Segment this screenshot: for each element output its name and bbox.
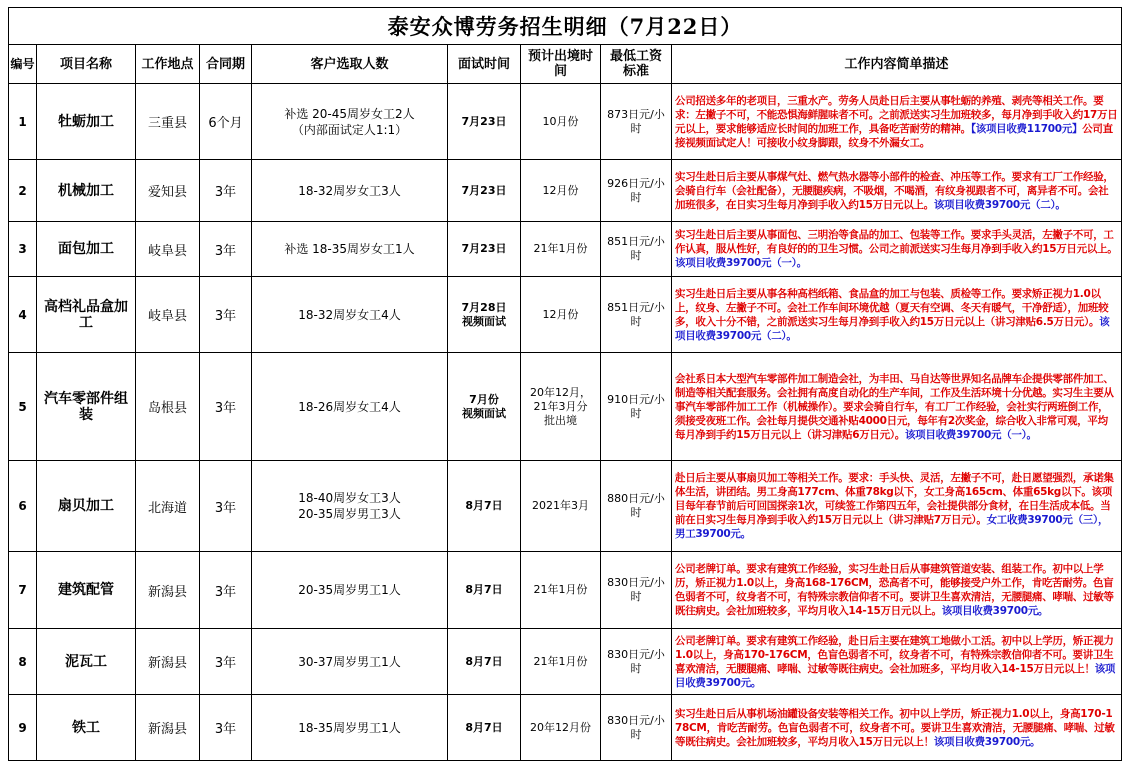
header-customer-selection: 客户选取人数	[252, 45, 448, 84]
description-segment: 实习生赴日后主要从事各种高档纸箱、食品盒的加工与包装、质检等工作。要求矫正视力1.0以上，纹身、左撇子不可。会社工作车间环境优越（夏天有空调、冬天有暖气，干净舒适），加班较多，收入十分不错，之前派送实习生每月净到手收入约15万日元以上（讲习津贴6.5万日元）。	[675, 287, 1109, 328]
interview-time-line: 7月23日	[461, 242, 507, 255]
job-description-text	[675, 94, 1118, 150]
work-location: 岐阜县	[136, 222, 200, 277]
customer-selection	[252, 461, 448, 552]
min-wage: 830日元/小时	[601, 552, 672, 629]
project-name: 牡蛎加工	[37, 84, 136, 160]
table-row	[9, 353, 1122, 461]
fee-note: 【该项目收费11700元】	[970, 122, 1083, 135]
contract-term: 3年	[200, 629, 252, 695]
contract-term: 3年	[200, 277, 252, 353]
departure-time-line: 21年1月份	[533, 583, 588, 596]
min-wage: 910日元/小时	[601, 353, 672, 461]
interview-time-line: 8月7日	[465, 583, 503, 596]
contract-term: 3年	[200, 353, 252, 461]
fee-note: 该项目收费39700元（二）。	[933, 198, 1066, 211]
departure-time	[521, 552, 601, 629]
project-name: 铁工	[37, 695, 136, 761]
table-row	[9, 160, 1122, 222]
customer-selection	[252, 552, 448, 629]
job-description-text	[675, 471, 1118, 541]
description-segment: 实习生赴日后从事机场油罐设备安装等相关工作。初中以上学历，矫正视力1.0以上，身高170-178CM，肯吃苦耐劳。色盲色弱者不可，纹身者不可。要讲卫生喜欢清洁，无腰腿痛、哮喘、过敏等既往病史。会社加班较多，平均月收入15万日元以上！	[675, 707, 1115, 748]
min-wage: 926日元/小时	[601, 160, 672, 222]
customer-selection-line: 20-35周岁男工3人	[298, 507, 401, 521]
departure-time	[521, 461, 601, 552]
work-location: 岐阜县	[136, 277, 200, 353]
job-description	[672, 695, 1122, 761]
fee-note: 该项目收费39700元（一）。	[904, 428, 1037, 441]
departure-time-line: 12月份	[542, 183, 579, 197]
fee-note: 女工收费39700元（三），男工39700元。	[675, 514, 1109, 540]
description-segment: 实习生赴日后主要从事面包、三明治等食品的加工、包装等工作。要求手头灵活，左撇子不可，工作认真，服从性好，有良好的的卫生习惯。公司之前派送实习生每月净到手收入约15万日元以上。	[675, 229, 1118, 255]
min-wage: 830日元/小时	[601, 629, 672, 695]
job-description	[672, 461, 1122, 552]
row-number: 2	[9, 160, 37, 222]
customer-selection-line: （内部面试定人1:1）	[291, 122, 408, 137]
header-min-wage: 最低工资标准	[601, 45, 672, 84]
job-description	[672, 222, 1122, 277]
min-wage: 851日元/小时	[601, 277, 672, 353]
project-name: 泥瓦工	[37, 629, 136, 695]
table-row	[9, 84, 1122, 160]
customer-selection	[252, 353, 448, 461]
interview-time	[448, 84, 521, 160]
work-location: 三重县	[136, 84, 200, 160]
project-name: 机械加工	[37, 160, 136, 222]
contract-term: 3年	[200, 552, 252, 629]
row-number: 5	[9, 353, 37, 461]
row-number: 3	[9, 222, 37, 277]
header-job-description: 工作内容简单描述	[672, 45, 1122, 84]
departure-time-line: 20年12月，	[530, 385, 591, 399]
description-segment: 赴日后主要从事扇贝加工等相关工作。要求：手头快、灵活，左撇子不可，赴日愿望强烈，承诺集体生活，讲团结。男工身高177cm、体重78kg以下，女工身高165cm、体重65kg以下。该项目每年春节前后可回国探亲1次，可续签工作第四五年，会社提供部分食材，在日生活成本低。当前在日实习生每月净到手收入约15万日元以上（讲习津贴7万日元）。	[675, 472, 1114, 526]
departure-time-line: 21年1月份	[533, 654, 588, 668]
customer-selection	[252, 277, 448, 353]
row-number: 1	[9, 84, 37, 160]
departure-time-line: 20年12月份	[530, 720, 591, 734]
interview-time	[448, 222, 521, 277]
interview-time-line: 视频面试	[462, 314, 506, 328]
row-number: 8	[9, 629, 37, 695]
work-location: 北海道	[136, 461, 200, 552]
customer-selection-line: 30-37周岁男工1人	[298, 654, 401, 669]
fee-note: 该项目收费39700元（二）。	[675, 315, 1110, 342]
table-row	[9, 629, 1122, 695]
header-no: 编号	[9, 45, 37, 84]
table-row	[9, 552, 1122, 629]
header-location: 工作地点	[136, 45, 200, 84]
contract-term: 6个月	[200, 84, 252, 160]
departure-time	[521, 695, 601, 761]
customer-selection	[252, 629, 448, 695]
min-wage: 851日元/小时	[601, 222, 672, 277]
fee-note: 该项目收费39700元（一）。	[675, 257, 807, 269]
departure-time-line: 批出境	[544, 413, 577, 427]
min-wage: 873日元/小时	[601, 84, 672, 160]
customer-selection-line: 18-35周岁男工1人	[298, 720, 401, 735]
interview-time	[448, 552, 521, 629]
departure-time-line: 10月份	[542, 114, 579, 128]
work-location: 新潟县	[136, 552, 200, 629]
interview-time	[448, 695, 521, 761]
customer-selection	[252, 222, 448, 277]
fee-note: 该项目收费39700元。	[933, 735, 1041, 748]
description-segment: 公司直接视频面试定人！可接收小纹身脚跟，纹身不外漏女工。	[675, 122, 1113, 149]
row-number: 4	[9, 277, 37, 353]
contract-term: 3年	[200, 461, 252, 552]
departure-time	[521, 222, 601, 277]
customer-selection-line: 20-35周岁男工1人	[298, 583, 401, 597]
interview-time-line: 8月7日	[465, 720, 503, 734]
interview-time-line: 7月份	[469, 392, 499, 406]
departure-time	[521, 629, 601, 695]
customer-selection	[252, 84, 448, 160]
departure-time-line: 12月份	[542, 307, 579, 321]
departure-time	[521, 160, 601, 222]
project-name: 扇贝加工	[37, 461, 136, 552]
interview-time-line: 7月23日	[461, 114, 507, 128]
work-location: 爱知县	[136, 160, 200, 222]
interview-time	[448, 353, 521, 461]
job-description-text	[675, 287, 1118, 343]
interview-time-line: 7月23日	[461, 183, 507, 197]
interview-time-line: 8月7日	[465, 654, 503, 668]
contract-term: 3年	[200, 695, 252, 761]
fee-note: 该项目收费39700元。	[941, 605, 1049, 617]
recruitment-sheet	[8, 7, 1122, 761]
description-segment: 公司老牌订单。要求有建筑工作经验，赴日后主要在建筑工地做小工活。初中以上学历，矫正视力1.0以上，身高170-176CM，色盲色弱者不可，纹身者不可，有特殊宗教信仰者不可。要讲卫生喜欢清洁，无腰腿痛、哮喘、过敏等既往病史。会社加班多，平均月收入14-15万日元以上！	[675, 634, 1114, 675]
interview-time	[448, 160, 521, 222]
interview-time-line: 7月28日	[461, 300, 507, 314]
fee-note: 该项目收费39700元。	[675, 662, 1116, 689]
interview-time	[448, 461, 521, 552]
row-number: 7	[9, 552, 37, 629]
min-wage: 880日元/小时	[601, 461, 672, 552]
job-description-text	[675, 228, 1118, 270]
header-interview-time: 面试时间	[448, 45, 521, 84]
project-name: 高档礼品盒加工	[37, 277, 136, 353]
description-segment: 实习生赴日后主要从事煤气灶、燃气热水器等小部件的检查、冲压等工作。要求有工厂工作经验，会骑自行车（会社配备），无腰腿疾病，不吸烟，不喝酒，有纹身视跟者不可，离异者不可。会社加班很多，在日实习生每月净到手收入约15万日元以上。	[675, 170, 1114, 211]
work-location: 新潟县	[136, 695, 200, 761]
customer-selection-line: 18-32周岁女工4人	[298, 307, 401, 322]
title-row	[9, 8, 1122, 45]
header-contract-term: 合同期	[200, 45, 252, 84]
departure-time	[521, 277, 601, 353]
min-wage: 830日元/小时	[601, 695, 672, 761]
project-name: 面包加工	[37, 222, 136, 277]
contract-term: 3年	[200, 222, 252, 277]
interview-time-line: 8月7日	[465, 499, 503, 512]
job-description-text	[675, 562, 1118, 618]
header-departure-time: 预计出境时间	[521, 45, 601, 84]
customer-selection-line: 18-26周岁女工4人	[298, 399, 401, 414]
table-row	[9, 461, 1122, 552]
row-number: 9	[9, 695, 37, 761]
description-segment: 公司老牌订单。要求有建筑工作经验，实习生赴日后从事建筑管道安装、组装工作。初中以上学历，矫正视力1.0以上，身高168-176CM，恐高者不可，能够接受户外工作，肯吃苦耐劳。色盲色弱者不可，纹身者不可，有特殊宗教信仰者不可。要讲卫生喜欢清洁，无腰腿痛、哮喘、过敏等既往病史。会社加班较多，平均月收入14-15万日元以上。	[675, 563, 1114, 617]
table-row	[9, 222, 1122, 277]
header-row	[9, 45, 1122, 84]
sheet-title: 泰安众博劳务招生明细（7月22日）	[9, 8, 1122, 45]
job-description-text	[675, 634, 1118, 690]
departure-time	[521, 84, 601, 160]
project-name: 建筑配管	[37, 552, 136, 629]
job-description-text	[675, 170, 1118, 212]
customer-selection-line: 18-40周岁女工3人	[298, 491, 401, 505]
job-description	[672, 277, 1122, 353]
contract-term: 3年	[200, 160, 252, 222]
interview-time	[448, 277, 521, 353]
header-project-name: 项目名称	[37, 45, 136, 84]
description-segment: 会社系日本大型汽车零部件加工制造会社，为丰田、马自达等世界知名品牌车企提供零部件加工、制造等相关配套服务。会社拥有高度自动化的生产车间，工作及生活环境十分优越。实习生主要从事汽车零部件加工工作（机械操作）。要求会骑自行车，有工厂工作经验，会社实行两班倒工作，须接受夜班工作。会社每月提供交通补贴4000日元，每年有2次奖金，综合收入非常可观，平均每月净到手约15万日元以上（讲习津贴6万日元）。	[675, 372, 1114, 441]
departure-time-line: 2021年3月	[532, 499, 589, 512]
work-location: 岛根县	[136, 353, 200, 461]
description-segment: 公司招送多年的老项目，三重水产。劳务人员赴日后主要从事牡蛎的养殖、剥壳等相关工作。要求：左撇子不可，不能恐惧海鲜腥味者不可。之前派送实习生加班较多，每月净到手收入约17万日元以上，要求能够适应长时间的加班工作，具备吃苦耐劳的精神。	[675, 94, 1118, 135]
customer-selection	[252, 695, 448, 761]
customer-selection-line: 补选 18-35周岁女工1人	[284, 242, 415, 256]
job-description-text	[675, 372, 1118, 442]
project-name: 汽车零部件组装	[37, 353, 136, 461]
table-row	[9, 695, 1122, 761]
job-description-text	[675, 707, 1118, 749]
work-location: 新潟县	[136, 629, 200, 695]
customer-selection-line: 补选 20-45周岁女工2人	[284, 106, 415, 121]
job-description	[672, 84, 1122, 160]
interview-time	[448, 629, 521, 695]
customer-selection-line: 18-32周岁女工3人	[298, 183, 401, 198]
customer-selection	[252, 160, 448, 222]
departure-time-line: 21年3月分	[533, 399, 588, 413]
row-number: 6	[9, 461, 37, 552]
job-description	[672, 160, 1122, 222]
table-row	[9, 277, 1122, 353]
interview-time-line: 视频面试	[462, 406, 506, 420]
recruitment-table	[8, 7, 1122, 761]
job-description	[672, 629, 1122, 695]
departure-time-line: 21年1月份	[533, 242, 588, 255]
departure-time	[521, 353, 601, 461]
job-description	[672, 552, 1122, 629]
job-description	[672, 353, 1122, 461]
